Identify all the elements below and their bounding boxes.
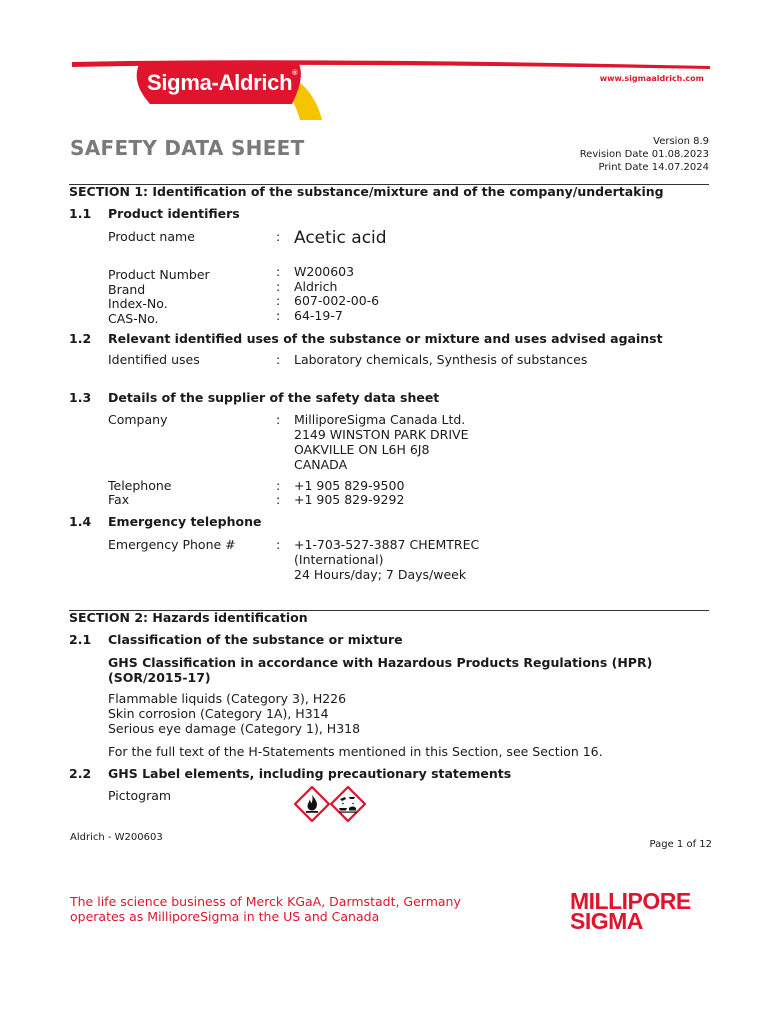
emergency-phone-value	[294, 537, 479, 582]
merck-tagline	[70, 894, 461, 924]
print-date-text: Print Date 14.07.2024	[598, 162, 709, 173]
identifier-colon: :	[276, 264, 281, 279]
document-meta	[580, 135, 709, 174]
subsection-1-4-number: 1.4	[69, 514, 92, 529]
identifier-row	[108, 293, 608, 311]
ghs-classification-title	[108, 655, 652, 685]
header-banner	[0, 0, 768, 125]
identified-uses-value: Laboratory chemicals, Synthesis of substances	[294, 352, 588, 367]
identifier-value: Aldrich	[294, 278, 338, 294]
address-line: OAKVILLE ON L6H 6J8	[294, 442, 430, 457]
classification-list	[108, 691, 360, 736]
classification-item: Skin corrosion (Category 1A), H314	[108, 706, 329, 721]
emergency-phone-label: Emergency Phone #	[108, 537, 236, 552]
subsection-2-2-title: GHS Label elements, including precautionary statements	[108, 766, 512, 781]
product-name-label: Product name	[108, 229, 195, 244]
company-address	[294, 412, 469, 472]
emergency-phone-colon: :	[276, 537, 281, 552]
ghs-title-line: (SOR/2015-17)	[108, 670, 211, 685]
telephone-value: +1 905 829-9500	[294, 478, 405, 493]
subsection-1-2-number: 1.2	[69, 331, 92, 346]
telephone-label: Telephone	[108, 478, 172, 493]
classification-item: Serious eye damage (Category 1), H318	[108, 721, 361, 736]
fax-value: +1 905 829-9292	[294, 492, 405, 507]
identified-uses-colon: :	[276, 352, 281, 367]
tagline-line: The life science business of Merck KGaA, Darmstadt, Germany	[70, 894, 461, 909]
subsection-1-3-title: Details of the supplier of the safety data sheet	[108, 390, 440, 405]
identifier-value: W200603	[294, 264, 355, 279]
registered-mark: ®	[292, 70, 298, 77]
identifier-row	[108, 278, 608, 297]
tagline-line: operates as MilliporeSigma in the US and Canada	[70, 909, 380, 924]
identifier-value: 607-002-00-6	[294, 293, 380, 308]
emergency-line: 24 Hours/day; 7 Days/week	[294, 567, 467, 582]
identifier-label: CAS-No.	[108, 310, 159, 326]
identifier-colon: :	[276, 278, 281, 294]
subsection-2-1-number: 2.1	[69, 632, 92, 647]
ghs-title-line: GHS Classification in accordance with Hazardous Products Regulations (HPR)	[108, 655, 653, 670]
pictogram-label: Pictogram	[108, 788, 172, 803]
brand-name: Sigma-Aldrich	[147, 70, 293, 95]
revision-date-text: Revision Date 01.08.2023	[579, 149, 709, 160]
identifier-colon: :	[276, 293, 281, 308]
subsection-2-2-number: 2.2	[69, 766, 92, 781]
page-number: Page 1 of 12	[649, 839, 712, 850]
subsection-1-1-number: 1.1	[69, 206, 92, 221]
address-line: 2149 WINSTON PARK DRIVE	[294, 427, 469, 442]
identifier-label: Brand	[108, 281, 146, 297]
subsection-1-2-title: Relevant identified uses of the substance or mixture and uses advised against	[108, 331, 663, 346]
flame-pictogram-icon	[294, 786, 330, 822]
product-name-colon: :	[276, 229, 281, 244]
logo-line: MILLIPORE	[570, 888, 691, 914]
identifier-label: Product Number	[108, 267, 210, 282]
emergency-line: +1-703-527-3887 CHEMTREC	[294, 537, 480, 552]
address-line: MilliporeSigma Canada Ltd.	[294, 412, 466, 427]
page-title: SAFETY DATA SHEET	[70, 136, 305, 160]
subsection-1-1-title: Product identifiers	[108, 206, 240, 221]
identifier-list	[108, 264, 608, 326]
brand-logo	[147, 70, 297, 96]
milliporesigma-logo	[570, 888, 691, 934]
website-link[interactable]: www.sigmaaldrich.com	[599, 74, 704, 83]
identifier-colon: :	[276, 307, 281, 323]
document-reference: Aldrich - W200603	[70, 832, 163, 843]
company-colon: :	[276, 412, 281, 427]
section-2-heading: SECTION 2: Hazards identification	[69, 610, 308, 625]
corrosion-pictogram-icon	[330, 786, 366, 822]
identifier-row	[108, 264, 608, 282]
address-line: CANADA	[294, 457, 348, 472]
fax-label: Fax	[108, 492, 130, 507]
classification-item: Flammable liquids (Category 3), H226	[108, 691, 347, 706]
subsection-1-4-title: Emergency telephone	[108, 514, 262, 529]
company-label: Company	[108, 412, 168, 427]
telephone-colon: :	[276, 478, 281, 493]
version-text: Version 8.9	[653, 136, 709, 147]
identified-uses-label: Identified uses	[108, 352, 200, 367]
identifier-label: Index-No.	[108, 296, 168, 311]
product-name-value: Acetic acid	[294, 228, 387, 248]
fax-colon: :	[276, 492, 281, 507]
emergency-line: (International)	[294, 552, 384, 567]
logo-line: SIGMA	[570, 908, 643, 934]
identifier-value: 64-19-7	[294, 307, 343, 323]
subsection-1-3-number: 1.3	[69, 390, 92, 405]
subsection-2-1-title: Classification of the substance or mixture	[108, 632, 403, 647]
identifier-row	[108, 307, 608, 326]
section-1-heading: SECTION 1: Identification of the substance/mixture and of the company/undertaking	[69, 184, 664, 199]
brand-swoosh	[0, 0, 768, 125]
h-statements-note: For the full text of the H-Statements mentioned in this Section, see Section 16.	[108, 744, 603, 759]
